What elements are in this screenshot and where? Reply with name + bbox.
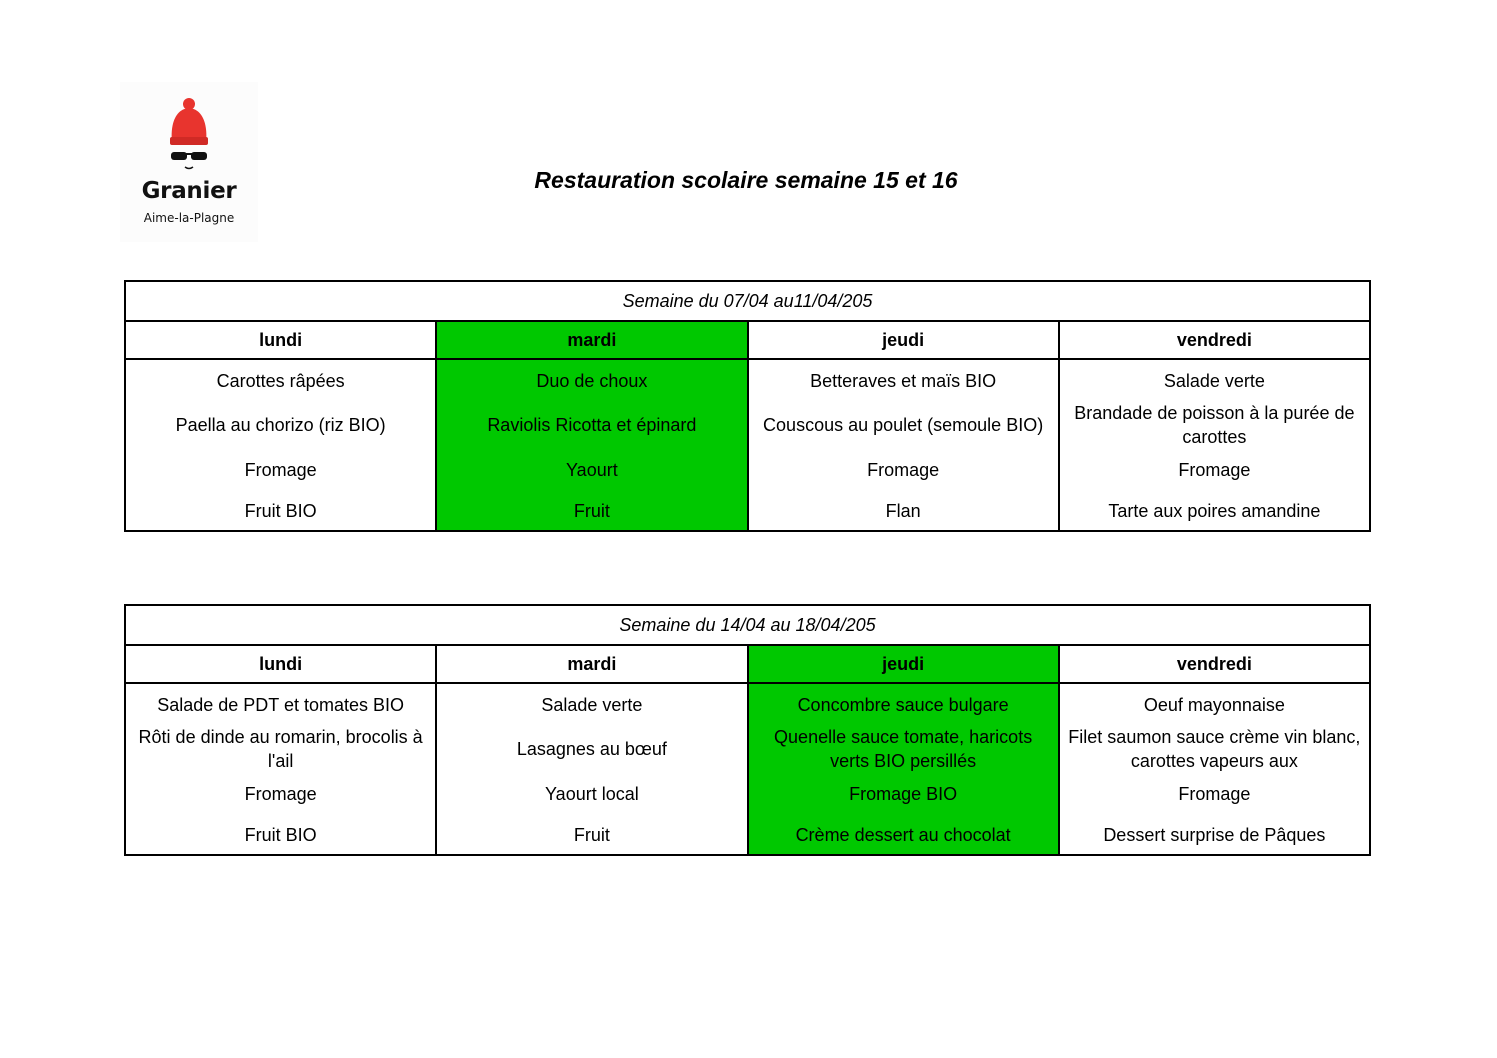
menu-cell-wrap xyxy=(1059,725,1370,773)
menu-cell: Fruit xyxy=(436,491,747,531)
week-title: Semaine du 14/04 au 18/04/205 xyxy=(125,605,1370,645)
menu-cell: Oeuf mayonnaise xyxy=(1059,683,1370,725)
menu-cell: Tarte aux poires amandine xyxy=(1059,491,1370,531)
menu-cell: Lasagnes au bœuf xyxy=(516,739,667,759)
menu-cell: Salade verte xyxy=(1059,359,1370,401)
logo-place: Aime-la-Plagne xyxy=(143,211,235,225)
menu-cell: Salade de PDT et tomates BIO xyxy=(125,683,436,725)
week-title: Semaine du 07/04 au11/04/205 xyxy=(125,281,1370,321)
menu-cell: Fromage xyxy=(125,449,436,491)
week-table xyxy=(124,280,1371,532)
menu-cell-wrap xyxy=(748,725,1059,773)
menu-cell: Yaourt xyxy=(436,449,747,491)
day-header: mardi xyxy=(436,645,747,683)
granier-logo xyxy=(120,82,258,242)
menu-cell: Fruit xyxy=(436,815,747,855)
menu-cell: Brandade de poisson à la purée de carottes xyxy=(1059,401,1370,449)
menu-cell: Fromage xyxy=(125,773,436,815)
menu-cell: Rôti de dinde au romarin, brocolis à l'ail xyxy=(138,727,423,771)
menu-cell: Flan xyxy=(748,491,1059,531)
menu-cell: Fromage xyxy=(1059,449,1370,491)
menu-cell-wrap xyxy=(436,725,747,773)
menu-cell: Fromage xyxy=(1059,773,1370,815)
menu-cell: Couscous au poulet (semoule BIO) xyxy=(748,401,1059,449)
logo-name: Granier xyxy=(141,178,237,204)
menu-cell: Salade verte xyxy=(436,683,747,725)
menu-cell: Yaourt local xyxy=(436,773,747,815)
day-header: jeudi xyxy=(748,645,1059,683)
bobble-hat-face-icon xyxy=(160,97,218,175)
week-table xyxy=(124,604,1371,856)
menu-cell: Filet saumon sauce crème vin blanc, carottes vapeurs aux xyxy=(1068,727,1361,771)
menu-cell: Fruit BIO xyxy=(125,491,436,531)
menu-cell: Quenelle sauce tomate, haricots verts BIO persillés xyxy=(774,727,1033,771)
day-header: vendredi xyxy=(1059,645,1370,683)
menu-cell: Paella au chorizo (riz BIO) xyxy=(125,401,436,449)
page-title: Restauration scolaire semaine 15 et 16 xyxy=(534,167,958,193)
menu-cell: Raviolis Ricotta et épinard xyxy=(436,401,747,449)
menu-cell-wrap xyxy=(125,725,436,773)
day-header: lundi xyxy=(125,645,436,683)
day-header: vendredi xyxy=(1059,321,1370,359)
menu-cell: Crème dessert au chocolat xyxy=(748,815,1059,855)
menu-cell: Concombre sauce bulgare xyxy=(748,683,1059,725)
day-header: jeudi xyxy=(748,321,1059,359)
menu-cell: Duo de choux xyxy=(436,359,747,401)
menu-cell: Dessert surprise de Pâques xyxy=(1059,815,1370,855)
menu-cell: Betteraves et maïs BIO xyxy=(748,359,1059,401)
menu-cell: Carottes râpées xyxy=(125,359,436,401)
menu-cell: Fruit BIO xyxy=(125,815,436,855)
day-header: lundi xyxy=(125,321,436,359)
day-header: mardi xyxy=(436,321,747,359)
menu-cell: Fromage BIO xyxy=(748,773,1059,815)
menu-cell: Fromage xyxy=(748,449,1059,491)
